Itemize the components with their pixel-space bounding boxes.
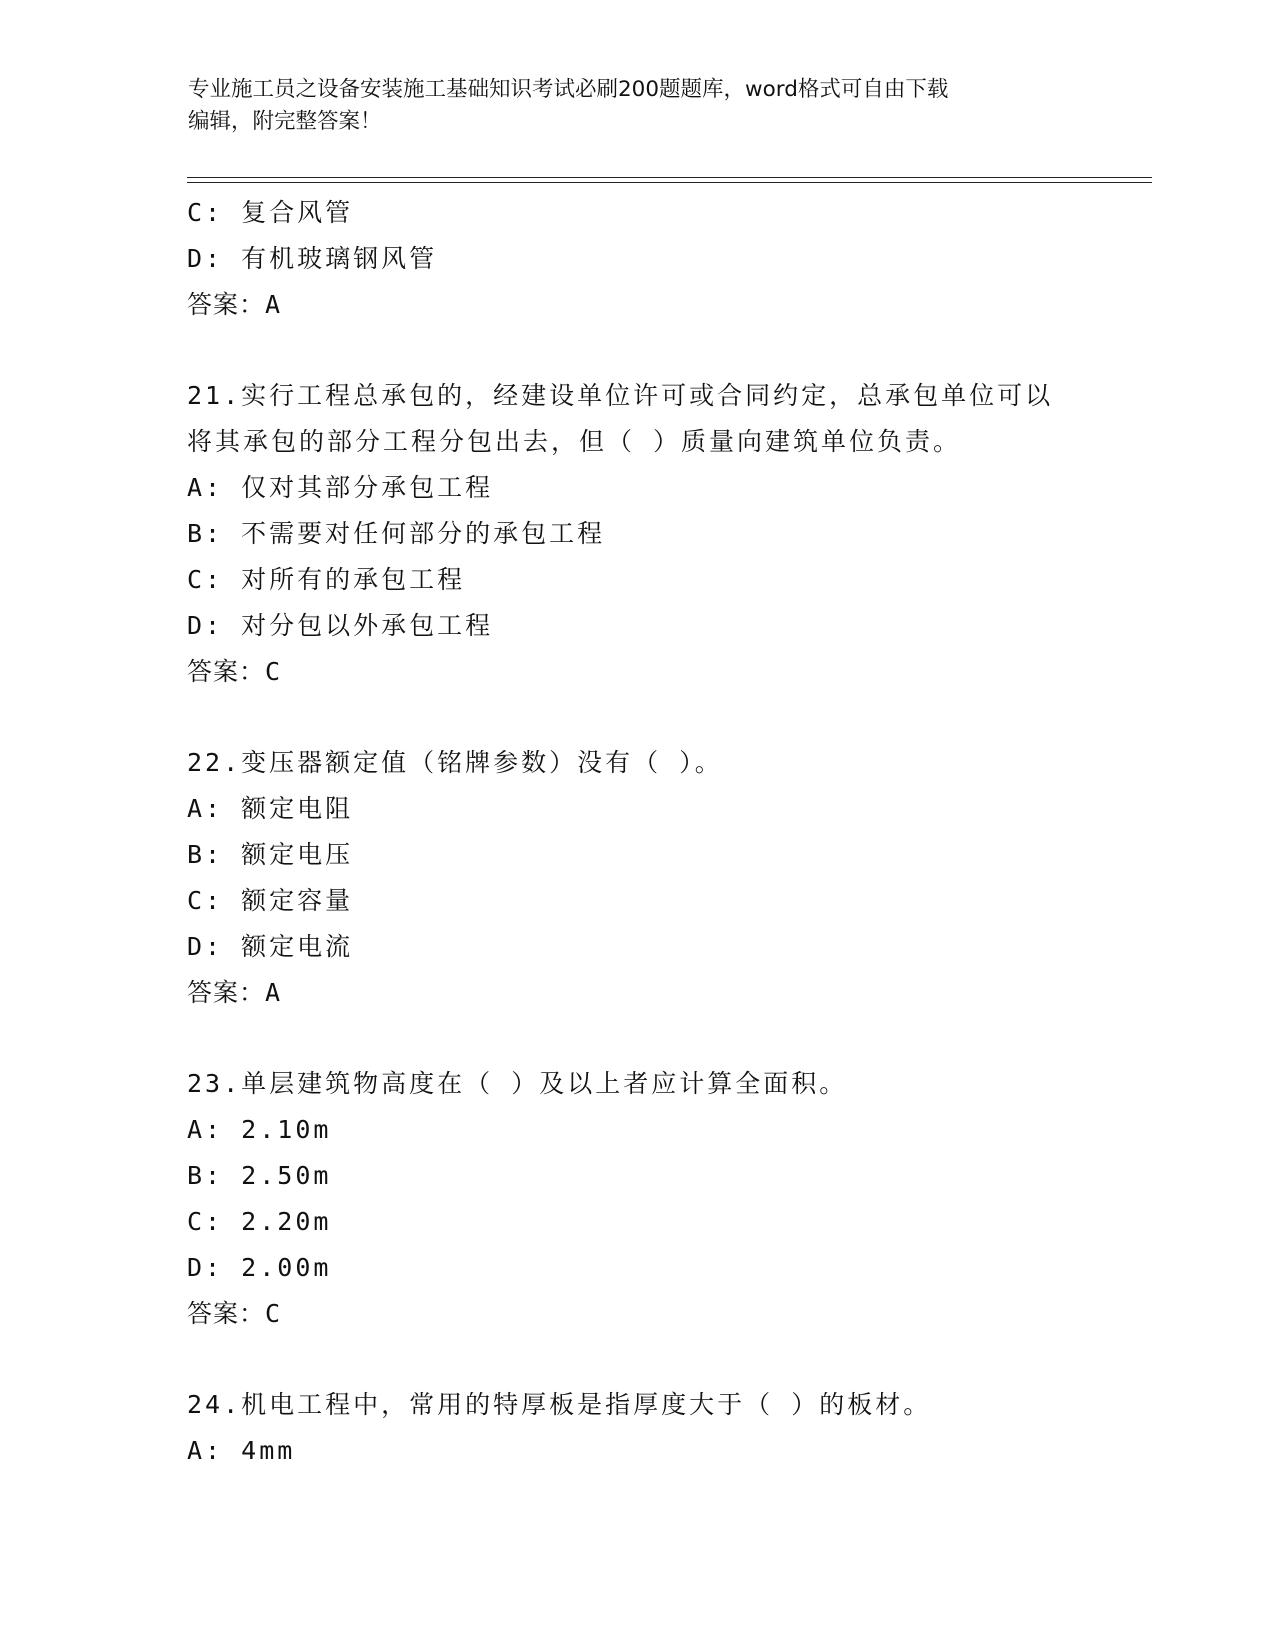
answer-label: 答案：	[187, 978, 266, 1007]
option-d	[187, 924, 1152, 970]
option-text: 4mm	[241, 1436, 296, 1465]
question-content	[187, 190, 1152, 1474]
question-22	[187, 740, 1152, 1016]
option-text: 仅对其部分承包工程	[241, 473, 494, 502]
header-title-line1: 专业施工员之设备安装施工基础知识考试必刷200题题库，word格式可自由下载	[188, 77, 949, 102]
question-23	[187, 1061, 1152, 1337]
option-a	[187, 465, 1152, 511]
answer-label: 答案：	[187, 1299, 266, 1328]
answer-value: A	[265, 978, 282, 1007]
option-label: C:	[187, 565, 224, 594]
question-20-continuation	[187, 190, 1152, 328]
option-text: 额定电压	[241, 840, 354, 869]
option-text: 2.20m	[241, 1207, 332, 1236]
option-a	[187, 1107, 1152, 1153]
question-stem-line: 22.变压器额定值（铭牌参数）没有（ ）。	[187, 748, 723, 777]
question-stem-line: 24.机电工程中，常用的特厚板是指厚度大于（ ）的板材。	[187, 1390, 932, 1419]
option-b	[187, 832, 1152, 878]
option-text: 2.00m	[241, 1253, 332, 1282]
option-text: 对所有的承包工程	[241, 565, 466, 594]
option-c	[187, 557, 1152, 603]
question-21	[187, 373, 1152, 695]
answer-line	[187, 970, 1152, 1016]
option-label: D:	[187, 1253, 224, 1282]
option-a	[187, 1428, 1152, 1474]
question-stem-line: 将其承包的部分工程分包出去，但（ ）质量向建筑单位负责。	[187, 427, 962, 456]
question-stem-line: 23.单层建筑物高度在（ ）及以上者应计算全面积。	[187, 1069, 848, 1098]
option-text: 复合风管	[241, 198, 354, 227]
option-d	[187, 603, 1152, 649]
answer-label: 答案：	[187, 290, 266, 319]
option-d	[187, 236, 1152, 282]
answer-label: 答案：	[187, 657, 266, 686]
option-text: 对分包以外承包工程	[241, 611, 494, 640]
option-label: D:	[187, 611, 224, 640]
option-label: A:	[187, 1115, 224, 1144]
option-label: A:	[187, 794, 224, 823]
answer-line	[187, 649, 1152, 695]
option-d	[187, 1245, 1152, 1291]
answer-value: A	[265, 290, 282, 319]
option-b	[187, 1153, 1152, 1199]
option-text: 有机玻璃钢风管	[241, 244, 438, 273]
option-label: C:	[187, 1207, 224, 1236]
answer-line	[187, 282, 1152, 328]
option-label: A:	[187, 1436, 224, 1465]
option-text: 2.10m	[241, 1115, 332, 1144]
answer-line	[187, 1291, 1152, 1337]
option-label: C:	[187, 886, 224, 915]
option-label: B:	[187, 519, 224, 548]
option-text: 额定容量	[241, 886, 354, 915]
header-divider-bottom	[187, 182, 1152, 183]
option-text: 2.50m	[241, 1161, 332, 1190]
option-c	[187, 878, 1152, 924]
option-a	[187, 786, 1152, 832]
option-label: A:	[187, 473, 224, 502]
option-text: 额定电流	[241, 932, 354, 961]
option-label: D:	[187, 932, 224, 961]
option-b	[187, 511, 1152, 557]
option-label: B:	[187, 840, 224, 869]
header-title-line2: 编辑，附完整答案！	[188, 109, 382, 134]
option-text: 额定电阻	[241, 794, 354, 823]
option-label: C:	[187, 198, 224, 227]
header-divider-top	[187, 177, 1152, 178]
option-c	[187, 1199, 1152, 1245]
option-label: B:	[187, 1161, 224, 1190]
option-c	[187, 190, 1152, 236]
page-header	[188, 74, 1088, 138]
question-24	[187, 1382, 1152, 1474]
answer-value: C	[265, 1299, 282, 1328]
answer-value: C	[265, 657, 282, 686]
question-stem-line: 21.实行工程总承包的，经建设单位许可或合同约定，总承包单位可以	[187, 381, 1054, 410]
option-label: D:	[187, 244, 224, 273]
option-text: 不需要对任何部分的承包工程	[241, 519, 606, 548]
